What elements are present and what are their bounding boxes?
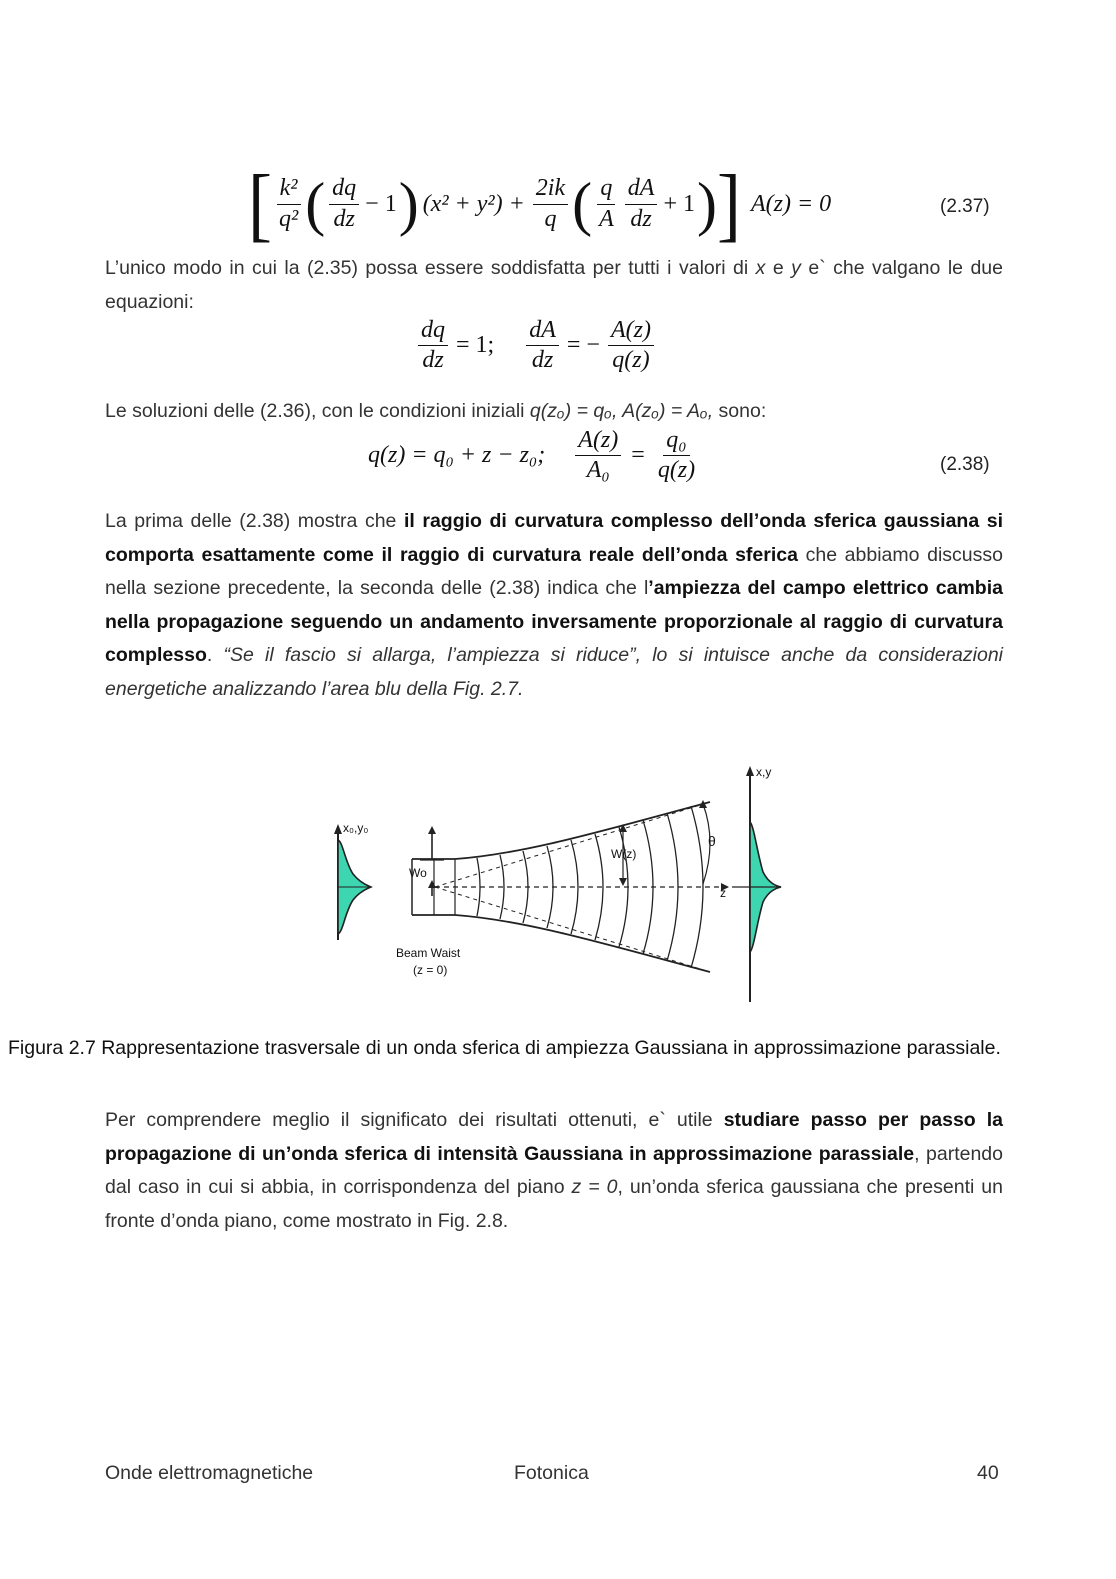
p1-conj: e: [772, 257, 784, 279]
equation-2-37: [248, 158, 831, 250]
label-z: z: [720, 886, 726, 900]
frac-az-a0: $\frac{A(z)}{\text{A₀}}$: [575, 428, 621, 483]
footer-center: Fotonica: [514, 1462, 589, 1484]
paragraph-2: [105, 395, 1003, 429]
p1-text: L’unico modo in cui la (2.35) possa essere soddisfatta per tutti i valori di: [105, 257, 749, 279]
frac-az-qz: $\frac{A(z)}{q(z)}$: [608, 318, 654, 373]
label-xy: x,y: [756, 765, 772, 779]
x2-y2-term: (x² + y²) +: [422, 190, 525, 217]
waist-arrows: [420, 826, 444, 896]
frac-da-dz: $\frac{dA}{dz}$: [625, 176, 658, 231]
label-theta: θ: [708, 833, 716, 849]
p1-end: e` che valgano le due equazioni:: [105, 257, 1003, 313]
footer-left: Onde elettromagnetiche: [105, 1462, 314, 1484]
p3-text-a: La prima delle (2.38) mostra che: [105, 510, 397, 532]
eq-238-lhs: q(z) = q₀ + z − z₀;: [368, 442, 546, 469]
frac-da-dz-2: $\frac{dA}{dz}$: [526, 318, 559, 373]
figure-caption: Figura 2.7 Rappresentazione trasversale di un onda sferica di ampiezza Gaussiana in approssimazione parassiale.: [8, 1037, 1001, 1059]
p4-bold: studiare passo per passo la propagazione di un’onda sferica di intensità Gaussiana in approssimazione parassiale: [105, 1109, 1003, 1165]
figure-2-7: [325, 762, 785, 1012]
eq-one: = 1;: [456, 332, 495, 359]
right-paren-2: ): [696, 171, 717, 237]
paragraph-1: [105, 252, 1003, 319]
p1-var-y: y: [791, 257, 801, 279]
left-bracket: [: [248, 158, 272, 250]
right-bracket: ]: [716, 158, 741, 250]
paragraph-3: [105, 505, 1003, 706]
left-paren-2: (: [572, 171, 593, 237]
paragraph-4: [105, 1104, 1003, 1238]
page-number: 40: [977, 1462, 999, 1484]
equation-2-38: [368, 428, 702, 483]
p4-text-d: , un’onda sferica gaussiana che presenti un fronte d’onda piano, come mostrato in Fig. 2.8.: [105, 1176, 1003, 1232]
frac-dq-dz-2: $\frac{dq}{dz}$: [418, 318, 448, 373]
p2-end: sono:: [718, 400, 767, 422]
p4-text-c: , partendo dal caso in cui si abbia, in corrispondenza del piano: [105, 1142, 1003, 1198]
p2-conditions: q(zₒ) = qₒ, A(zₒ) = Aₒ,: [529, 400, 714, 422]
p3-text-c: che abbiamo discusso nella sezione precedente, la seconda delle (2.38) indica che l: [105, 543, 1003, 599]
minus-one: − 1: [365, 190, 397, 217]
frac-q-a: $\frac{q}{A}$: [599, 175, 614, 232]
label-wz: W(z): [611, 847, 637, 861]
label-wo: Wo: [409, 866, 427, 880]
eq-minus: = −: [566, 332, 600, 359]
beam-envelope: [412, 802, 735, 972]
label-z-eq-0: (z = 0): [413, 963, 448, 977]
p4-plane: z = 0: [571, 1176, 618, 1198]
label-beam-waist: Beam Waist: [396, 946, 461, 960]
right-paren: ): [398, 171, 419, 237]
p3-bold-2: ’ampiezza del campo elettrico cambia nella propagazione seguendo un andamento inversamente proporzionale al raggio di curvatura complesso: [105, 577, 1003, 666]
p2-text: Le soluzioni delle (2.36), con le condizioni iniziali: [105, 400, 525, 422]
plus-one: + 1: [663, 190, 695, 217]
output-gaussian: [735, 766, 781, 1002]
equation-number-2-37: (2.37): [940, 196, 990, 217]
label-x0y0: x₀,y₀: [343, 821, 369, 835]
p4-text-a: Per comprendere meglio il significato dei risultati ottenuti, e` utile: [105, 1109, 713, 1131]
p3-period: .: [206, 644, 213, 666]
equation-dq-da: [414, 318, 658, 373]
p3-italic: “Se il fascio si allarga, l’ampiezza si riduce”, lo si intuisce anche da considerazioni energetiche analizzando l’area blu della Fig. 2.7.: [105, 644, 1004, 700]
eq-238-equals: =: [631, 442, 645, 469]
input-gaussian: [334, 824, 371, 940]
frac-dq-dz: $\frac{dq}{dz}$: [329, 176, 359, 231]
frac-q0-qz: $\frac{\text{q₀}}{q(z)}$: [657, 427, 696, 484]
frac-2ik-q: $\frac{2ik}{q}$: [533, 176, 568, 231]
equation-number-2-38: (2.38): [940, 454, 990, 475]
p3-bold-1: il raggio di curvatura complesso dell’onda sferica gaussiana si comporta esattamente come il raggio di curvatura reale dell’onda sferica: [105, 510, 1004, 566]
p1-var-x: x: [755, 257, 766, 279]
eq-237-rhs: A(z) = 0: [750, 190, 832, 217]
frac-k2-q2: $\frac{\text{k²}}{\text{q²}}$: [276, 176, 301, 231]
left-paren: (: [305, 171, 326, 237]
